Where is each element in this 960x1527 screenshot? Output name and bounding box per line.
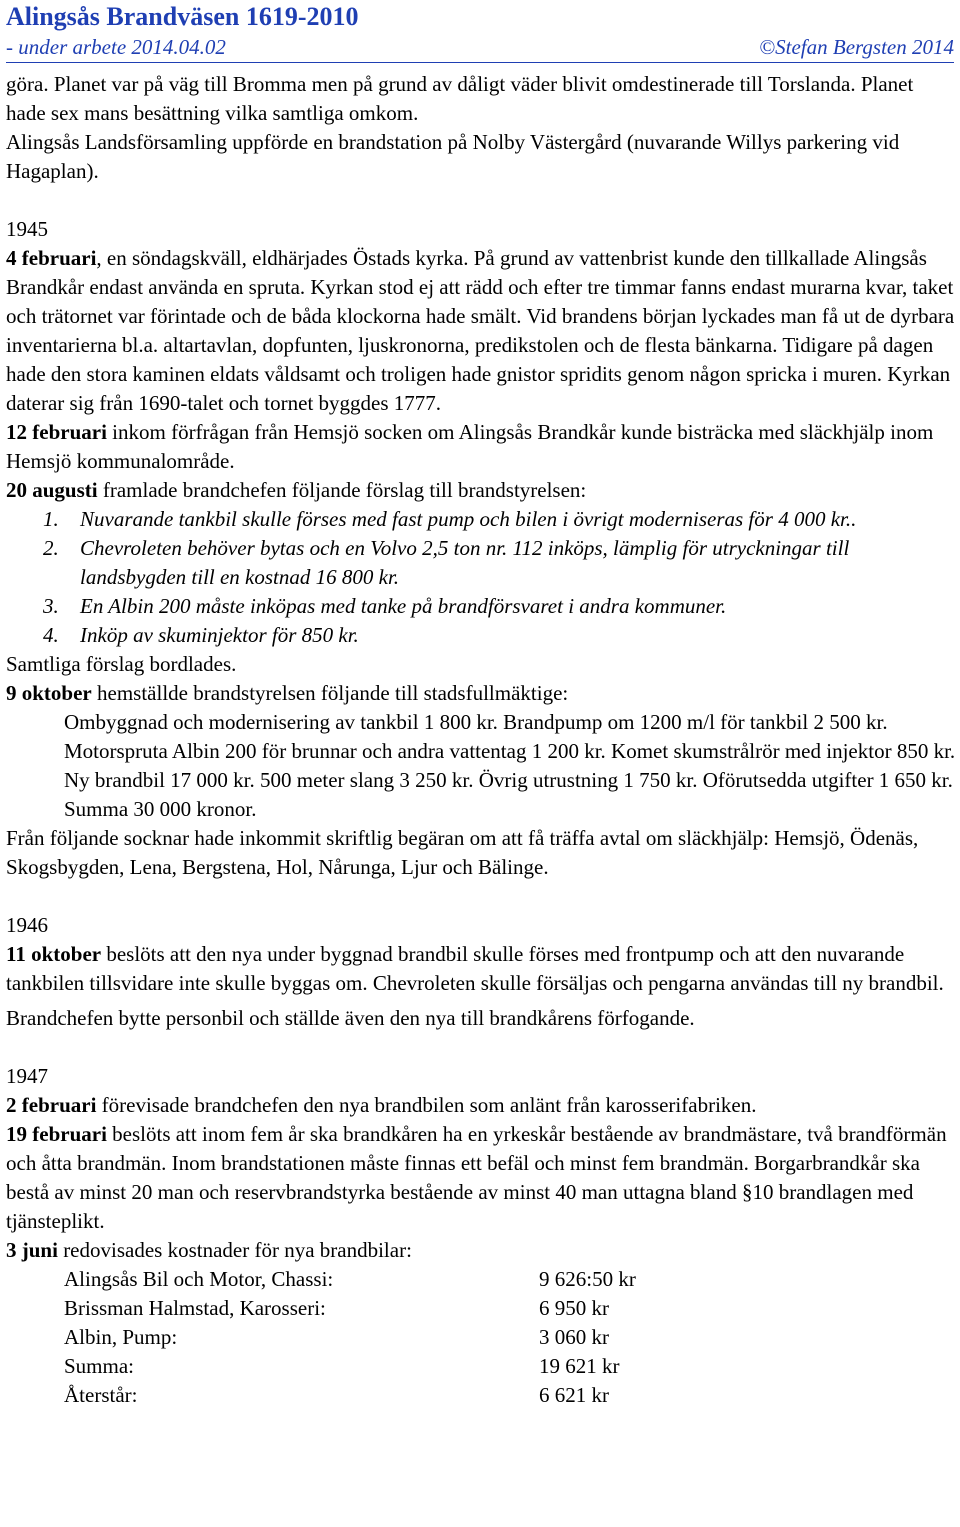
cost-value: 19 621 kr <box>539 1354 620 1378</box>
cost-label: Brissman Halmstad, Karosseri: <box>64 1296 326 1320</box>
entry-1945-aug-20 <box>6 476 956 505</box>
cost-label: Återstår: <box>64 1383 138 1407</box>
tabled-note: Samtliga förslag bordlades. <box>6 652 237 676</box>
table-row <box>64 1265 636 1294</box>
cost-value: 3 060 kr <box>539 1325 609 1349</box>
list-number: 1. <box>43 507 59 531</box>
entry-text: inkom förfrågan från Hemsjö socken om Alingsås Brandkår kunde bisträcka med släckhjälp inom Hemsjö kommunalområde. <box>6 420 934 473</box>
cost-label: Alingsås Bil och Motor, Chassi: <box>64 1267 334 1291</box>
list-item <box>6 592 956 621</box>
entry-1947-jun-3 <box>6 1236 956 1265</box>
intro-paragraph-1: göra. Planet var på väg till Bromma men på grund av dåligt väder blivit omdestinerade till Torslanda. Planet hade sex mans besättning vilka samtliga omkom. <box>6 72 914 125</box>
entry-1945-feb-12 <box>6 418 956 476</box>
cost-label: Summa: <box>64 1354 135 1378</box>
cost-value: 6 950 kr <box>539 1296 609 1320</box>
list-text: En Albin 200 måste inköpas med tanke på brandförsvaret i andra kommuner. <box>80 594 727 618</box>
entry-date: 9 oktober <box>6 681 92 705</box>
cost-label: Albin, Pump: <box>64 1325 178 1349</box>
year-heading-1947: 1947 <box>6 1064 48 1088</box>
entry-date: 2 februari <box>6 1093 97 1117</box>
cost-value: 6 621 kr <box>539 1383 609 1407</box>
list-item <box>6 505 956 534</box>
document-title: Alingsås Brandväsen 1619-2010 <box>6 2 359 31</box>
header-divider <box>6 62 954 63</box>
entry-date: 20 augusti <box>6 478 98 502</box>
entry-date: 4 februari <box>6 246 97 270</box>
list-number: 4. <box>43 623 59 647</box>
year-heading-1945: 1945 <box>6 217 48 241</box>
list-text: Chevroleten behöver bytas och en Volvo 2,5 ton nr. 112 inköps, lämplig för utryckningar till landsbygden till en kostnad 16 800 kr. <box>80 536 850 589</box>
entry-text: beslöts att den nya under byggnad brandbil skulle förses med frontpump och att den nuvarande tankbilen tillsvidare inte skulle byggas om. Chevroleten skulle försäljas och pengarna användas till ny brandbil. <box>6 942 944 995</box>
entry-date: 12 februari <box>6 420 107 444</box>
table-row <box>64 1294 636 1323</box>
list-number: 2. <box>43 536 59 560</box>
entry-text: redovisades kostnader för nya brandbilar: <box>57 1238 412 1262</box>
entry-1946-oct-11 <box>6 940 956 998</box>
list-number: 3. <box>43 594 59 618</box>
table-row <box>64 1352 636 1381</box>
cost-value: 9 626:50 kr <box>539 1267 636 1291</box>
table-row <box>64 1381 636 1410</box>
entry-date: 3 juni <box>6 1238 58 1262</box>
entry-text: framlade brandchefen följande förslag till brandstyrelsen: <box>97 478 587 502</box>
entry-1947-feb-2 <box>6 1091 956 1120</box>
entry-date: 11 oktober <box>6 942 102 966</box>
budget-detail: Ombyggnad och modernisering av tankbil 1 800 kr. Brandpump om 1200 m/l för tankbil 2 500 kr. Motorspruta Albin 200 för brunnar och andra vattentag 1 200 kr. Komet skumstrålrör med injektor 850 kr. Ny brandbil 17 000 kr. 500 meter slang 3 250 kr. Övrig utrustning 1 750 kr. Oförutsedda utgifter 1 650 kr. Summa 30 000 kronor. <box>64 710 956 821</box>
car-paragraph: Brandchefen bytte personbil och ställde även den nya till brandkårens förfogande. <box>6 1006 695 1030</box>
list-item <box>6 621 956 650</box>
intro-paragraph-2: Alingsås Landsförsamling uppförde en brandstation på Nolby Västergård (nuvarande Willys parkering vid Hagaplan). <box>6 130 900 183</box>
entry-text: hemställde brandstyrelsen följande till stadsfullmäktige: <box>91 681 569 705</box>
entry-1947-feb-19 <box>6 1120 956 1236</box>
entry-1945-feb-4 <box>6 244 956 418</box>
table-row <box>64 1323 636 1352</box>
document-status: - under arbete 2014.04.02 <box>6 35 226 59</box>
entry-text: beslöts att inom fem år ska brandkåren ha en yrkeskår bestående av brandmästare, två brandförmän och åtta brandmän. Inom brandstationen måste finnas ett befäl och minst fem brandmän. Borgarbrandkår ska bestå av minst 20 man och reservbrandstyrka bestående av minst 40 man uttagna bland §10 brandlagen med tjänsteplikt. <box>6 1122 947 1233</box>
entry-text: , en söndagskväll, eldhärjades Östads kyrka. På grund av vattenbrist kunde den tillkallade Alingsås Brandkår endast använda en spruta. Kyrkan stod ej att rädd och efter tre timmar fanns endast murarna kvar, taket och trätornet var förintade och de båda klockorna hade smält. Vid brandens början lyckades man få ut de dyrbara inventarierna bl.a. altartavlan, dopfunten, ljuskronorna, predikstolen och de flesta bänkarna. Tidigare på dagen hade den stora kaminen eldats våldsamt och troligen hade gnistor spridits genom någon spricka i muren. Kyrkan daterar sig från 1690-talet och tornet byggdes 1777. <box>6 246 955 415</box>
list-text: Nuvarande tankbil skulle förses med fast pump och bilen i övrigt moderniseras för 4 000 kr.. <box>80 507 857 531</box>
proposal-list <box>6 505 956 650</box>
copyright-notice: ©Stefan Bergsten 2014 <box>759 35 954 59</box>
entry-1945-oct-9 <box>6 679 956 708</box>
list-item <box>6 534 956 592</box>
list-text: Inköp av skuminjektor för 850 kr. <box>80 623 359 647</box>
cost-table <box>64 1265 636 1410</box>
year-heading-1946: 1946 <box>6 913 48 937</box>
entry-text: förevisade brandchefen den nya brandbilen som anlänt från karosserifabriken. <box>96 1093 757 1117</box>
parishes-paragraph: Från följande socknar hade inkommit skriftlig begäran om att få träffa avtal om släckhjälp: Hemsjö, Ödenäs, Skogsbygden, Lena, Bergstena, Hol, Nårunga, Ljur och Bälinge. <box>6 826 919 879</box>
document-body <box>6 70 956 1410</box>
entry-date: 19 februari <box>6 1122 107 1146</box>
